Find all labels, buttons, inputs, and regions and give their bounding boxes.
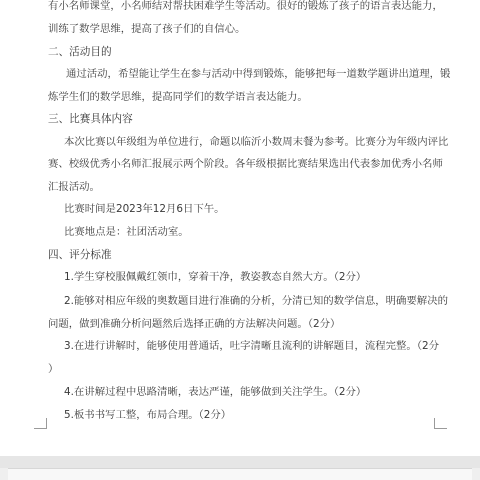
document-line: 有小名师课堂，小名师结对帮扶困难学生等活动。很好的锻炼了孩子的语言表达能力，: [48, 0, 443, 12]
list-item: 4.在讲解过程中思路清晰，表达严谨，能够做到关注学生。（2分）: [64, 386, 367, 398]
next-page-paper: [8, 468, 472, 480]
list-item: 1.学生穿校服佩戴红领巾，穿着干净，教姿教态自然大方。（2分）: [64, 271, 367, 283]
list-item: 3.在进行讲解时，能够使用普通话，吐字清晰且流利的讲解题目，流程完整。（2分: [64, 340, 439, 352]
document-line: 比赛地点是：社团活动室。: [64, 226, 189, 238]
section-heading: 四、评分标准: [48, 249, 112, 261]
document-line: 赛、校级优秀小名师汇报展示两个阶段。各年级根据比赛结果选出代表参加优秀小名师: [48, 158, 443, 170]
document-line: 通过活动，希望能让学生在参与活动中得到锻炼，能够把每一道数学题讲出道理，锻: [66, 68, 451, 80]
next-page-edge: [0, 468, 480, 480]
page-separator: [0, 456, 480, 468]
section-heading: 三、比赛具体内容: [48, 113, 133, 125]
list-item: 2.能够对相应年级的奥数题目进行准确的分析，分清已知的数学信息，明确要解决的: [64, 295, 448, 307]
document-line: 训练了数学思维，提高了孩子们的自信心。: [48, 23, 246, 35]
document-line: 比赛时间是2023年12月6日下午。: [64, 203, 225, 215]
section-heading: 二、活动目的: [48, 46, 112, 58]
document-line: 炼学生们的数学思维，提高同学们的数学语言表达能力。: [48, 91, 308, 103]
page-corner-mark: [34, 418, 47, 429]
document-line: 本次比赛以年级组为单位进行，命题以临沂小数周末餐为参考。比赛分为年级内评比: [64, 136, 449, 148]
page-corner-mark: [434, 418, 447, 429]
list-item: 5.板书书写工整，布局合理。（2分）: [64, 409, 232, 421]
document-line: 汇报活动。: [48, 181, 100, 193]
document-line: ）: [48, 363, 59, 375]
document-line: 问题，做到准确分析问题然后选择正确的方法解决问题。（2分）: [48, 318, 341, 330]
